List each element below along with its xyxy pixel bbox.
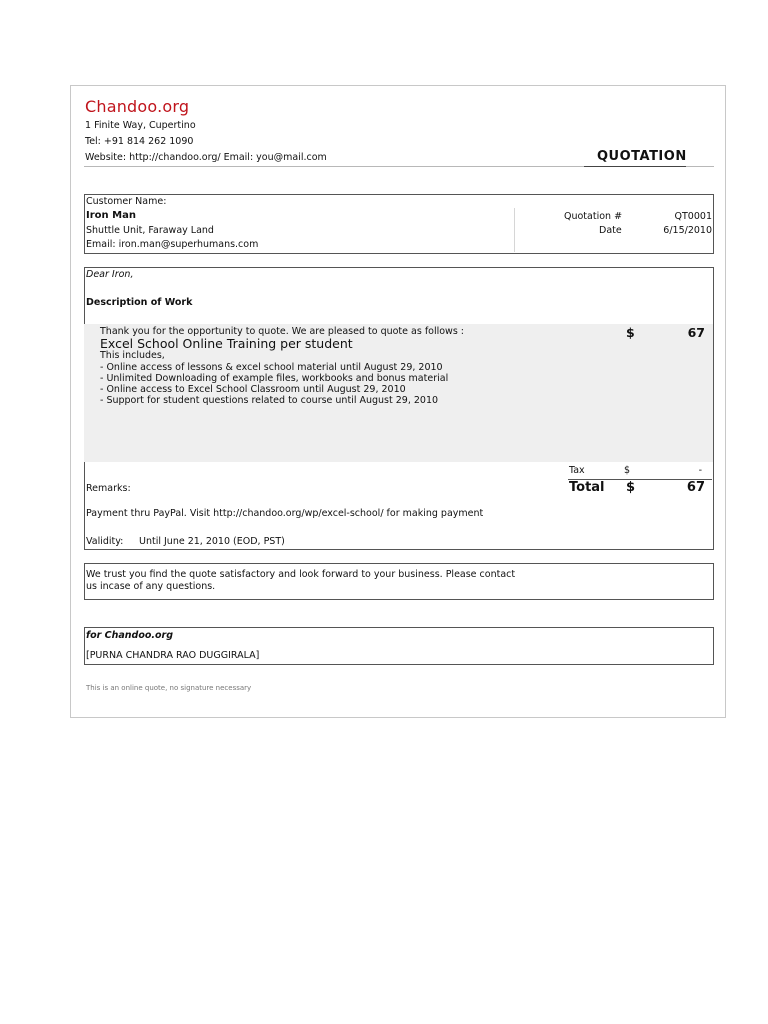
greeting: Dear Iron, (86, 269, 134, 280)
company-tel: Tel: +91 814 262 1090 (85, 136, 194, 147)
quotation-number-value: QT0001 (674, 211, 712, 222)
date-value: 6/15/2010 (663, 225, 712, 236)
total-value: 67 (686, 480, 705, 495)
signatory-name: [PURNA CHANDRA RAO DUGGIRALA] (86, 650, 260, 661)
line-item-title: Excel School Online Training per student (100, 336, 353, 351)
document-title: QUOTATION (597, 149, 687, 164)
customer-email: Email: iron.man@superhumans.com (86, 239, 259, 250)
title-underline (584, 166, 686, 167)
closing-line: us incase of any questions. (86, 581, 216, 592)
tax-value: - (698, 465, 702, 476)
validity-value: Until June 21, 2010 (EOD, PST) (139, 536, 285, 547)
include-item: - Unlimited Downloading of example files, workbooks and bonus material (100, 373, 449, 384)
total-label: Total (569, 480, 605, 495)
quotation-number-label: Quotation # (564, 211, 623, 222)
date-label: Date (599, 225, 622, 236)
intro-text: Thank you for the opportunity to quote. We are pleased to quote as follows : (100, 326, 465, 337)
closing-line: We trust you find the quote satisfactory and look forward to your business. Please contact (86, 569, 516, 580)
customer-name: Iron Man (86, 210, 136, 221)
validity-label: Validity: (86, 536, 124, 547)
company-web-email: Website: http://chandoo.org/ Email: you@mail.com (85, 152, 327, 163)
include-item: - Online access of lessons & excel school material until August 29, 2010 (100, 362, 443, 373)
company-address: 1 Finite Way, Cupertino (85, 120, 196, 131)
footnote: This is an online quote, no signature necessary (86, 684, 252, 692)
include-item: - Support for student questions related to course until August 29, 2010 (100, 395, 439, 406)
item-currency: $ (626, 325, 635, 340)
tax-label: Tax (569, 465, 585, 476)
customer-address: Shuttle Unit, Faraway Land (86, 225, 214, 236)
total-currency: $ (626, 480, 636, 495)
include-item: - Online access to Excel School Classroom until August 29, 2010 (100, 384, 406, 395)
payment-remark: Payment thru PayPal. Visit http://chandoo.org/wp/excel-school/ for making payment (86, 508, 484, 519)
company-name: Chandoo.org (85, 97, 190, 116)
tax-currency: $ (624, 465, 631, 476)
item-price: 67 (687, 325, 705, 340)
remarks-label: Remarks: (86, 483, 131, 494)
signature-for-line: for Chandoo.org (86, 630, 174, 641)
section-heading: Description of Work (86, 297, 193, 308)
customer-box-divider (514, 208, 515, 252)
customer-label: Customer Name: (86, 196, 167, 207)
includes-label: This includes, (100, 350, 165, 361)
